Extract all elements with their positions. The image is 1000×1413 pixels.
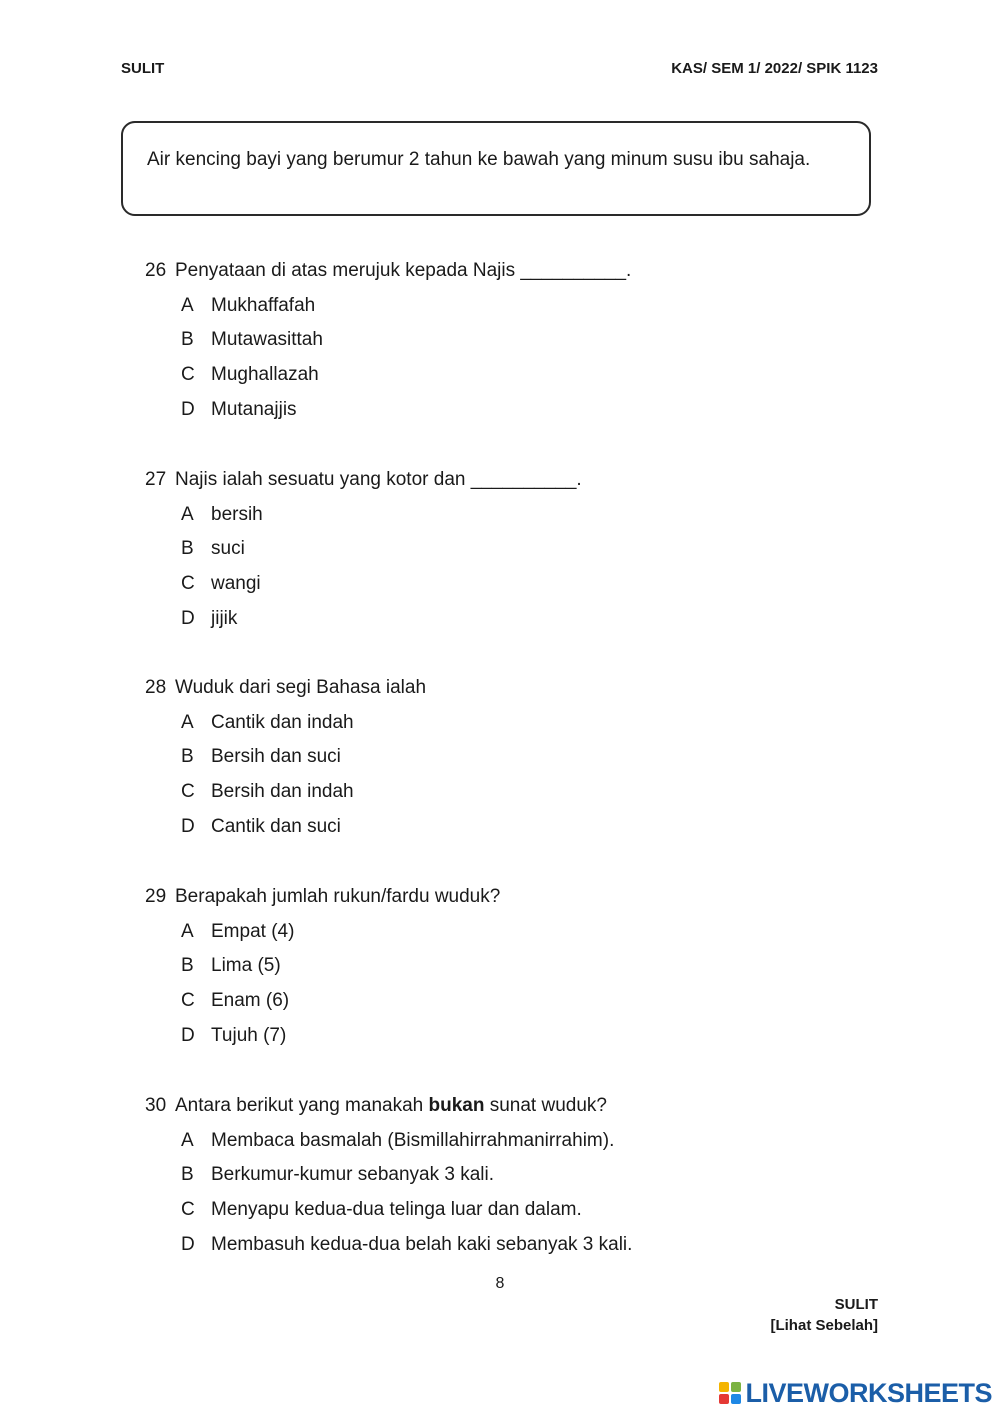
option-d[interactable] — [145, 1233, 632, 1257]
option-letter: A — [181, 711, 194, 733]
question-stem — [145, 1094, 632, 1118]
option-text: Enam (6) — [211, 990, 290, 1012]
question-text-emphasis: bukan — [428, 1095, 485, 1116]
option-b[interactable] — [145, 745, 426, 769]
footer-classification: SULIT — [834, 1296, 878, 1313]
option-letter: A — [181, 294, 194, 316]
option-text: Cantik dan suci — [211, 815, 341, 837]
option-d[interactable] — [145, 607, 582, 631]
option-text: Bersih dan indah — [211, 781, 354, 803]
question-number: 29 — [145, 886, 167, 907]
option-text: Cantik dan indah — [211, 711, 354, 733]
option-letter: B — [181, 1164, 194, 1186]
statement-box — [121, 121, 871, 216]
option-text: Berkumur-kumur sebanyak 3 kali. — [211, 1164, 494, 1186]
question-number: 28 — [145, 677, 167, 698]
option-text: Mutanajjis — [211, 398, 297, 420]
option-text: bersih — [211, 503, 263, 525]
option-letter: D — [181, 398, 195, 420]
option-letter: B — [181, 538, 194, 560]
option-list — [145, 920, 500, 1048]
question-stem — [145, 676, 426, 700]
liveworksheets-wordmark: LIVEWORKSHEETS — [745, 1377, 992, 1408]
question-30 — [145, 1094, 632, 1257]
option-b[interactable] — [145, 954, 500, 978]
question-27 — [145, 468, 582, 631]
liveworksheets-logo-icon — [719, 1382, 741, 1404]
option-a[interactable] — [145, 1129, 632, 1153]
question-number: 27 — [145, 469, 167, 490]
option-list — [145, 294, 631, 422]
question-text-after: sunat wuduk? — [484, 1095, 607, 1116]
option-letter: B — [181, 329, 194, 351]
option-letter: C — [181, 364, 195, 386]
option-text: wangi — [211, 573, 261, 595]
option-text: Membasuh kedua-dua belah kaki sebanyak 3 kali. — [211, 1233, 633, 1255]
option-text: Membaca basmalah (Bismillahirrahmanirrahim). — [211, 1129, 615, 1151]
option-d[interactable] — [145, 815, 426, 839]
question-text: Wuduk dari segi Bahasa ialah — [175, 677, 427, 698]
option-text: Mutawasittah — [211, 329, 323, 351]
option-text: Mughallazah — [211, 364, 319, 386]
option-letter: A — [181, 920, 194, 942]
question-number: 30 — [145, 1095, 167, 1116]
option-letter: C — [181, 573, 195, 595]
option-letter: D — [181, 1024, 195, 1046]
option-letter: D — [181, 1233, 195, 1255]
statement-text: Air kencing bayi yang berumur 2 tahun ke bawah yang minum susu ibu sahaja. — [147, 149, 811, 170]
option-c[interactable] — [145, 989, 500, 1013]
option-a[interactable] — [145, 711, 426, 735]
option-c[interactable] — [145, 572, 582, 596]
question-text: Berapakah jumlah rukun/fardu wuduk? — [175, 886, 501, 907]
option-d[interactable] — [145, 1024, 500, 1048]
option-b[interactable] — [145, 1163, 632, 1187]
question-stem — [145, 468, 582, 492]
option-text: jijik — [211, 607, 238, 629]
option-letter: A — [181, 503, 194, 525]
question-text: Najis ialah sesuatu yang kotor dan __________. — [175, 469, 582, 490]
question-number: 26 — [145, 260, 167, 281]
question-stem — [145, 885, 500, 909]
option-a[interactable] — [145, 294, 631, 318]
option-a[interactable] — [145, 503, 582, 527]
option-c[interactable] — [145, 363, 631, 387]
question-stem — [145, 259, 631, 283]
header-exam-code: KAS/ SEM 1/ 2022/ SPIK 1123 — [671, 60, 878, 77]
question-29 — [145, 885, 500, 1048]
option-text: Bersih dan suci — [211, 746, 341, 768]
liveworksheets-watermark — [719, 1378, 992, 1408]
option-c[interactable] — [145, 1198, 632, 1222]
option-letter: B — [181, 746, 194, 768]
option-list — [145, 711, 426, 839]
option-list — [145, 1129, 632, 1257]
question-text: Penyataan di atas merujuk kepada Najis __________. — [175, 260, 632, 281]
option-letter: D — [181, 815, 195, 837]
option-text: Empat (4) — [211, 920, 295, 942]
question-26 — [145, 259, 631, 422]
option-text: suci — [211, 538, 245, 560]
option-text: Lima (5) — [211, 955, 281, 977]
question-28 — [145, 676, 426, 839]
header-classification: SULIT — [121, 60, 165, 77]
question-text-before: Antara berikut yang manakah — [175, 1095, 429, 1116]
option-b[interactable] — [145, 537, 582, 561]
option-list — [145, 503, 582, 631]
option-a[interactable] — [145, 920, 500, 944]
option-letter: C — [181, 990, 195, 1012]
option-text: Mukhaffafah — [211, 294, 316, 316]
option-letter: C — [181, 1199, 195, 1221]
option-letter: C — [181, 781, 195, 803]
page-number: 8 — [495, 1275, 505, 1292]
option-text: Menyapu kedua-dua telinga luar dan dalam. — [211, 1199, 582, 1221]
option-letter: D — [181, 607, 195, 629]
option-letter: B — [181, 955, 194, 977]
option-c[interactable] — [145, 780, 426, 804]
option-letter: A — [181, 1129, 194, 1151]
footer-next-page-note: [Lihat Sebelah] — [770, 1317, 878, 1334]
option-b[interactable] — [145, 328, 631, 352]
option-d[interactable] — [145, 398, 631, 422]
option-text: Tujuh (7) — [211, 1024, 287, 1046]
